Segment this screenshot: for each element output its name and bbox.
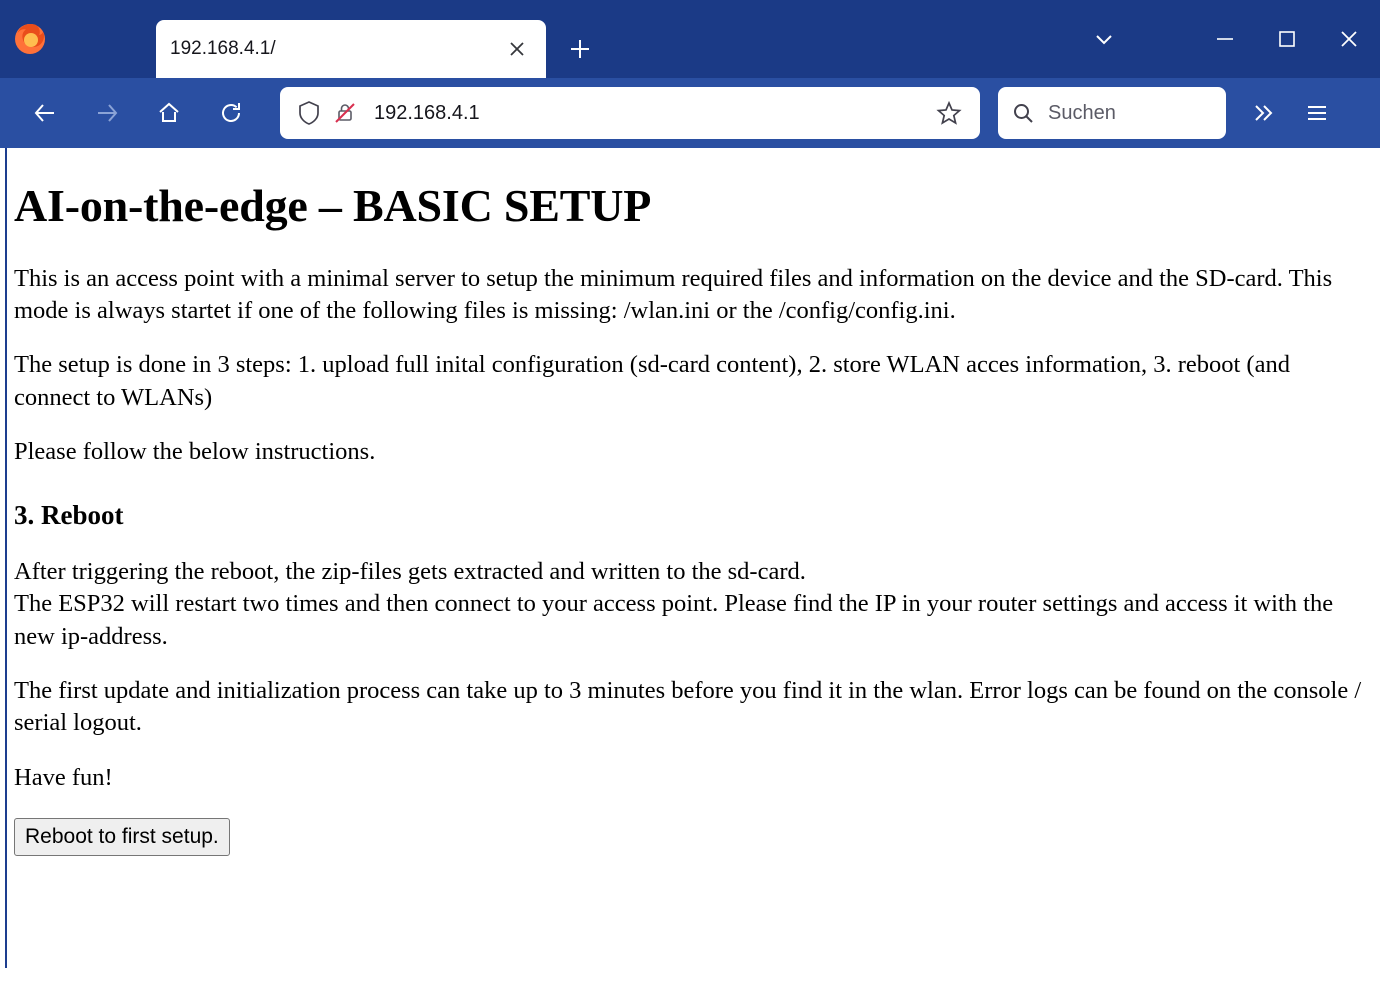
window-controls (1074, 0, 1380, 78)
navigation-toolbar (0, 78, 1380, 148)
browser-tab[interactable] (156, 20, 546, 78)
reboot-description-line-1: After triggering the reboot, the zip-files gets extracted and written to the sd-card. (14, 557, 806, 585)
page-viewport (0, 148, 1380, 988)
reboot-description (14, 556, 1366, 653)
minimize-icon[interactable] (1194, 0, 1256, 78)
close-icon[interactable] (1318, 0, 1380, 78)
url-text: 192.168.4.1 (374, 101, 480, 124)
reboot-to-first-setup-button[interactable]: Reboot to first setup. (14, 818, 230, 856)
titlebar (0, 0, 1380, 78)
back-arrow-icon[interactable] (22, 90, 68, 136)
intro-paragraph-2: The setup is done in 3 steps: 1. upload full inital configuration (sd-card content), 2. store WLAN acces information, 3. reboot (and connect to WLANs) (14, 351, 1290, 411)
search-icon (1010, 100, 1036, 126)
hamburger-menu-icon[interactable] (1290, 88, 1344, 138)
firefox-logo-icon (0, 0, 60, 78)
search-bar[interactable] (998, 87, 1226, 139)
web-page (0, 148, 1380, 856)
closing-note: Have fun! (14, 763, 113, 791)
double-chevron-right-icon[interactable] (1236, 88, 1290, 138)
close-icon[interactable] (502, 34, 532, 64)
section-heading-reboot: 3. Reboot (14, 500, 124, 531)
maximize-icon[interactable] (1256, 0, 1318, 78)
new-tab-button[interactable] (558, 27, 602, 71)
home-icon[interactable] (146, 90, 192, 136)
star-icon[interactable] (932, 96, 966, 130)
search-input[interactable]: Suchen (1048, 101, 1116, 124)
intro-paragraph-1: This is an access point with a minimal server to setup the minimum required files and information on the device and the SD-card. This mode is always startet if one of the following files is missing: /wlan.ini or the /config/config.ini. (14, 264, 1333, 325)
reload-icon[interactable] (208, 90, 254, 136)
update-duration-note: The first update and initialization process can take up to 3 minutes before you find it in the wlan. Error logs can be found on the console / serial logout. (14, 676, 1362, 737)
page-title: AI-on-the-edge – BASIC SETUP (14, 180, 652, 231)
tab-title: 192.168.4.1/ (170, 38, 276, 59)
window-left-edge (5, 148, 7, 968)
url-bar[interactable] (280, 87, 980, 139)
insecure-lock-icon[interactable] (328, 98, 362, 128)
intro-paragraph-3: Please follow the below instructions. (14, 438, 376, 466)
toolbar-right-group (1236, 88, 1344, 138)
chevron-down-icon[interactable] (1074, 0, 1134, 78)
shield-icon[interactable] (294, 98, 324, 128)
reboot-description-line-2: The ESP32 will restart two times and then connect to your access point. Please find the IP in your router settings and access it with the new ip-address. (14, 590, 1334, 650)
forward-arrow-icon (84, 90, 130, 136)
